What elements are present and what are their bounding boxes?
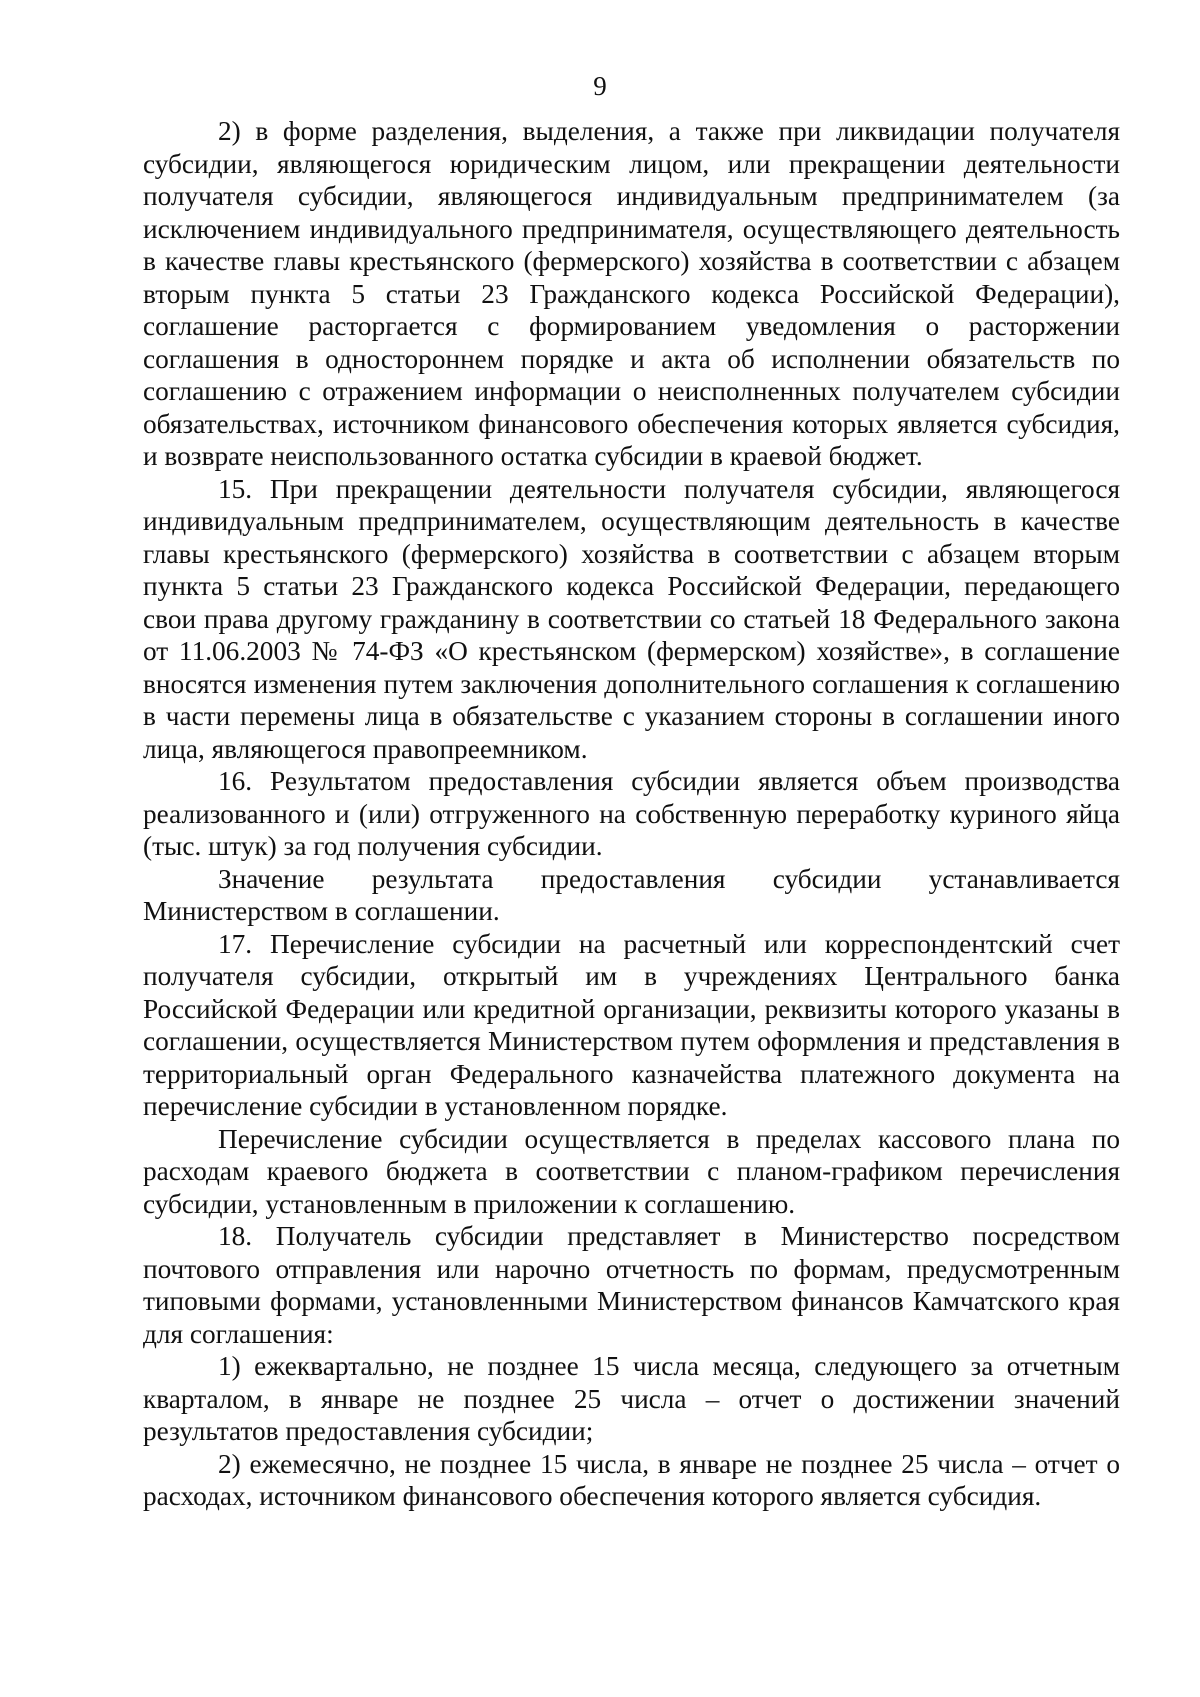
paragraph-18-item-2: 2) ежемесячно, не позднее 15 числа, в январе не позднее 25 числа – отчет о расходах, источником финансового обеспечения которого является субсидия.	[143, 1448, 1120, 1511]
page-number: 9	[593, 71, 607, 101]
paragraph-16: 16. Результатом предоставления субсидии является объем производства реализованного и (или) отгруженного на собственную переработку куриного яйца (тыс. штук) за год получения субсидии.	[143, 766, 1120, 861]
document-body	[143, 115, 1120, 1513]
paragraph-clause-2-termination: 2) в форме разделения, выделения, а также при ликвидации получателя субсидии, являющегося юридическим лицом, или прекращении деятельности получателя субсидии, являющегося индивидуальным предпринимателем (за исключением индивидуального предпринимателя, осуществляющего деятельность в качестве главы крестьянского (фермерского) хозяйства в соответствии с абзацем вторым пункта 5 статьи 23 Гражданского кодекса Российской Федерации), соглашение расторгается с формированием уведомления о расторжении соглашения в одностороннем порядке и акта об исполнении обязательств по соглашению с отражением информации о неисполненных получателем субсидии обязательствах, источником финансового обеспечения которых является субсидия, и возврате неиспользованного остатка субсидии в краевой бюджет.	[143, 116, 1120, 471]
paragraph-18-item-1: 1) ежеквартально, не позднее 15 числа месяца, следующего за отчетным кварталом, в январе не позднее 25 числа – отчет о достижении значений результатов предоставления субсидии;	[143, 1351, 1120, 1446]
paragraph-17: 17. Перечисление субсидии на расчетный или корреспондентский счет получателя субсидии, открытый им в учреждениях Центрального банка Российской Федерации или кредитной организации, реквизиты которого указаны в соглашении, осуществляется Министерством путем оформления и представления в территориальный орган Федерального казначейства платежного документа на перечисление субсидии в установленном порядке.	[143, 928, 1120, 1121]
paragraph-18: 18. Получатель субсидии представляет в Министерство посредством почтового отправления или нарочно отчетность по формам, предусмотренным типовыми формами, установленными Министерством финансов Камчатского края для соглашения:	[143, 1221, 1120, 1349]
paragraph-17-transfer-limits: Перечисление субсидии осуществляется в пределах кассового плана по расходам краевого бюджета в соответствии с планом-графиком перечисления субсидии, установленным в приложении к соглашению.	[143, 1123, 1120, 1219]
paragraph-15: 15. При прекращении деятельности получателя субсидии, являющегося индивидуальным предпринимателем, осуществляющим деятельность в качестве главы крестьянского (фермерского) хозяйства в соответствии с абзацем вторым пункта 5 статьи 23 Гражданского кодекса Российской Федерации, передающего свои права другому гражданину в соответствии со статьей 18 Федерального закона от 11.06.2003 № 74-ФЗ «О крестьянском (фермерском) хозяйстве», в соглашение вносятся изменения путем заключения дополнительного соглашения к соглашению в части перемены лица в обязательстве с указанием стороны в соглашении иного лица, являющегося правопреемником.	[143, 473, 1120, 764]
paragraph-16-result-value: Значение результата предоставления субсидии устанавливается Министерством в соглашении.	[143, 863, 1120, 926]
